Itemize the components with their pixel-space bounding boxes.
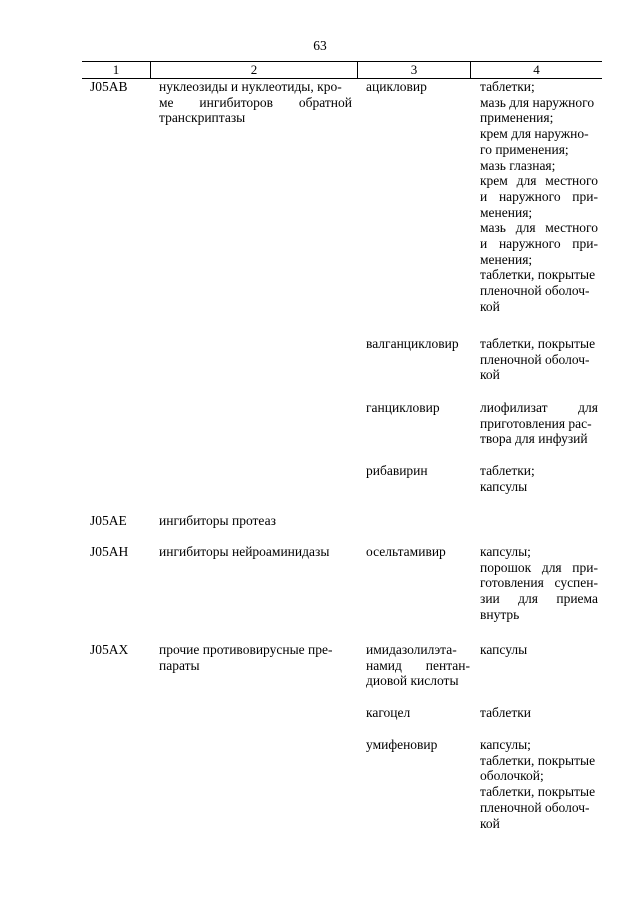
dosage-forms-line: мазь для наружного — [480, 94, 595, 110]
dosage-forms-line: кой — [480, 298, 500, 314]
atc-code: J05AB — [90, 79, 128, 94]
dosage-forms-line: крем для наружно- — [480, 126, 589, 142]
dosage-forms-line: оболочкой; — [480, 768, 544, 784]
dosage-forms-line: и наружного при- — [480, 188, 598, 204]
dosage-forms — [480, 705, 598, 721]
group-name-line: нуклеозиды и нуклеотиды, кро- — [159, 79, 342, 94]
dosage-forms-line: порошок для при- — [480, 559, 598, 575]
dosage-forms-line: таблетки, покрытые — [480, 752, 596, 768]
dosage-forms-line: зии для приема — [480, 591, 598, 607]
group-name — [159, 642, 352, 673]
dosage-forms — [480, 737, 598, 831]
drug-name-line: умифеновир — [366, 737, 438, 752]
group-name-line: ингибиторы протеаз — [159, 513, 276, 528]
page-number: 63 — [313, 38, 327, 53]
dosage-forms — [480, 642, 598, 658]
drug-name — [366, 79, 470, 95]
dosage-forms-line: крем для местного — [480, 173, 598, 189]
dosage-forms-line: капсулы — [480, 478, 528, 494]
dosage-forms-line: таблетки; — [480, 463, 535, 478]
dosage-forms — [480, 79, 598, 315]
dosage-forms-line: менения; — [480, 204, 533, 220]
dosage-forms — [480, 463, 598, 494]
dosage-forms — [480, 544, 598, 623]
dosage-forms-line: мазь глазная; — [480, 157, 556, 173]
header-col-2: 2 — [250, 62, 258, 77]
group-name-line: транскриптазы — [159, 110, 246, 126]
drug-name-line: ганцикловир — [366, 400, 440, 415]
group-name-line: ме ингибиторов обратной — [159, 94, 352, 110]
dosage-forms — [480, 400, 598, 447]
dosage-forms-line: пленочной оболоч- — [480, 351, 590, 367]
dosage-forms-line: таблетки, покрытые — [480, 336, 596, 351]
dosage-forms-line: го применения; — [480, 141, 569, 157]
drug-name — [366, 336, 470, 352]
drug-name-line: рибавирин — [366, 463, 428, 478]
drug-name — [366, 705, 470, 721]
header-col-3: 3 — [410, 62, 418, 77]
table-header — [82, 61, 602, 79]
group-name — [159, 79, 352, 126]
dosage-forms-line: мазь для местного — [480, 220, 598, 236]
group-name-line: параты — [159, 657, 200, 673]
dosage-forms-line: таблетки — [480, 705, 532, 720]
dosage-forms-line: пленочной оболоч- — [480, 799, 590, 815]
group-name — [159, 513, 352, 529]
dosage-forms-line: таблетки, покрытые — [480, 267, 596, 283]
group-name-line: ингибиторы нейроаминидазы — [159, 544, 330, 559]
atc-code: J05AH — [90, 544, 129, 559]
drug-name — [366, 642, 470, 689]
drug-name-line: намид пентан- — [366, 657, 470, 673]
drug-name — [366, 463, 470, 479]
dosage-forms-line: пленочной оболоч- — [480, 283, 590, 299]
drug-name-line: имидазолилэта- — [366, 642, 457, 657]
dosage-forms-line: менения; — [480, 251, 533, 267]
dosage-forms-line: приготовления рас- — [480, 415, 592, 431]
dosage-forms-line: готовления суспен- — [480, 575, 598, 591]
dosage-forms-line: применения; — [480, 110, 554, 126]
dosage-forms-line: капсулы; — [480, 737, 531, 752]
dosage-forms-line: таблетки, покрытые — [480, 784, 596, 800]
dosage-forms-line: капсулы — [480, 642, 528, 657]
drug-name — [366, 737, 470, 753]
dosage-forms-line: внутрь — [480, 606, 520, 622]
dosage-forms-line: лиофилизат для — [480, 400, 598, 415]
dosage-forms-line: кой — [480, 815, 500, 831]
dosage-forms-line: капсулы; — [480, 544, 531, 559]
drug-name-line: диовой кислоты — [366, 673, 459, 689]
atc-code: J05AE — [90, 513, 127, 528]
dosage-forms-line: кой — [480, 367, 500, 383]
group-name-line: прочие противовирусные пре- — [159, 642, 333, 657]
header-col-1: 1 — [112, 62, 120, 77]
group-name — [159, 544, 352, 560]
dosage-forms-line: твора для инфузий — [480, 431, 588, 447]
drug-name — [366, 400, 470, 416]
atc-code: J05AX — [90, 642, 129, 657]
dosage-forms-line: таблетки; — [480, 79, 535, 94]
dosage-forms — [480, 336, 598, 383]
drug-name — [366, 544, 470, 560]
drug-name-line: кагоцел — [366, 705, 411, 720]
drug-name-line: осельтамивир — [366, 544, 446, 559]
header-col-4: 4 — [533, 62, 540, 77]
drug-name-line: валганцикловир — [366, 336, 459, 351]
drug-name-line: ацикловир — [366, 79, 427, 94]
dosage-forms-line: и наружного при- — [480, 236, 598, 252]
